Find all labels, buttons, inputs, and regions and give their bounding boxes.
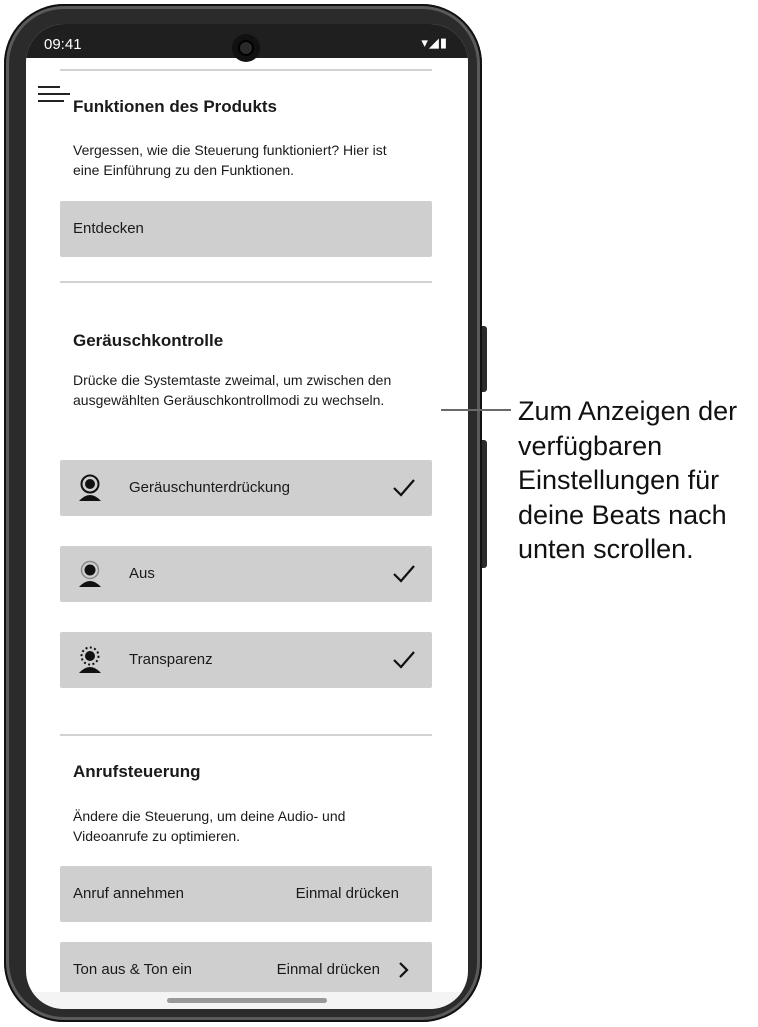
- call-row-mute[interactable]: [60, 942, 432, 998]
- status-time: 09:41: [44, 36, 82, 53]
- call-row-value: Einmal drücken: [295, 885, 399, 902]
- phone-frame: [4, 4, 482, 1022]
- call-row-label: Anruf annehmen: [73, 885, 184, 902]
- front-camera: [232, 34, 260, 62]
- checkmark-icon: [392, 477, 416, 499]
- person-icon: [76, 560, 104, 588]
- discover-label: Entdecken: [73, 220, 144, 237]
- noise-mode-label: Aus: [129, 565, 155, 582]
- phone-screen: [26, 24, 468, 1009]
- section-divider: [60, 734, 432, 736]
- discover-button[interactable]: [60, 201, 432, 257]
- noise-mode-noise-cancellation[interactable]: [60, 460, 432, 516]
- status-icons: ▾◢▮: [421, 35, 448, 50]
- noise-control-description: Drücke die Systemtaste zweimal, um zwischen den ausgewählten Geräuschkontrollmodi zu wechseln.: [73, 372, 392, 408]
- call-control-title: Anrufsteuerung: [73, 762, 201, 781]
- home-indicator[interactable]: [167, 998, 327, 1003]
- menu-icon[interactable]: [38, 84, 70, 106]
- phone-volume-button: [482, 440, 487, 568]
- callout-text: Zum Anzeigen der verfügbaren Einstellungen für deine Beats nach unten scrollen.: [518, 396, 738, 564]
- section-divider: [60, 281, 432, 283]
- features-title: Funktionen des Produkts: [73, 97, 278, 116]
- call-row-label: Ton aus & Ton ein: [73, 961, 192, 978]
- chevron-right-icon: [398, 962, 410, 978]
- call-row-answer[interactable]: [60, 866, 432, 922]
- callout-line: [441, 409, 511, 411]
- call-row-value: Einmal drücken: [276, 961, 380, 978]
- checkmark-icon: [392, 649, 416, 671]
- section-divider: [60, 69, 432, 71]
- features-description: Vergessen, wie die Steuerung funktioniert? Hier ist eine Einführung zu den Funktionen.: [73, 142, 387, 178]
- transparency-icon: [76, 646, 104, 674]
- phone-side-button: [482, 326, 487, 392]
- call-control-description: Ändere die Steuerung, um deine Audio- und Videoanrufe zu optimieren.: [73, 808, 346, 844]
- noise-cancellation-icon: [76, 474, 104, 502]
- noise-mode-label: Geräuschunterdrückung: [129, 479, 290, 496]
- noise-control-title: Geräuschkontrolle: [73, 331, 224, 350]
- noise-mode-off[interactable]: [60, 546, 432, 602]
- noise-mode-transparency[interactable]: [60, 632, 432, 688]
- checkmark-icon: [392, 563, 416, 585]
- noise-mode-label: Transparenz: [129, 651, 213, 668]
